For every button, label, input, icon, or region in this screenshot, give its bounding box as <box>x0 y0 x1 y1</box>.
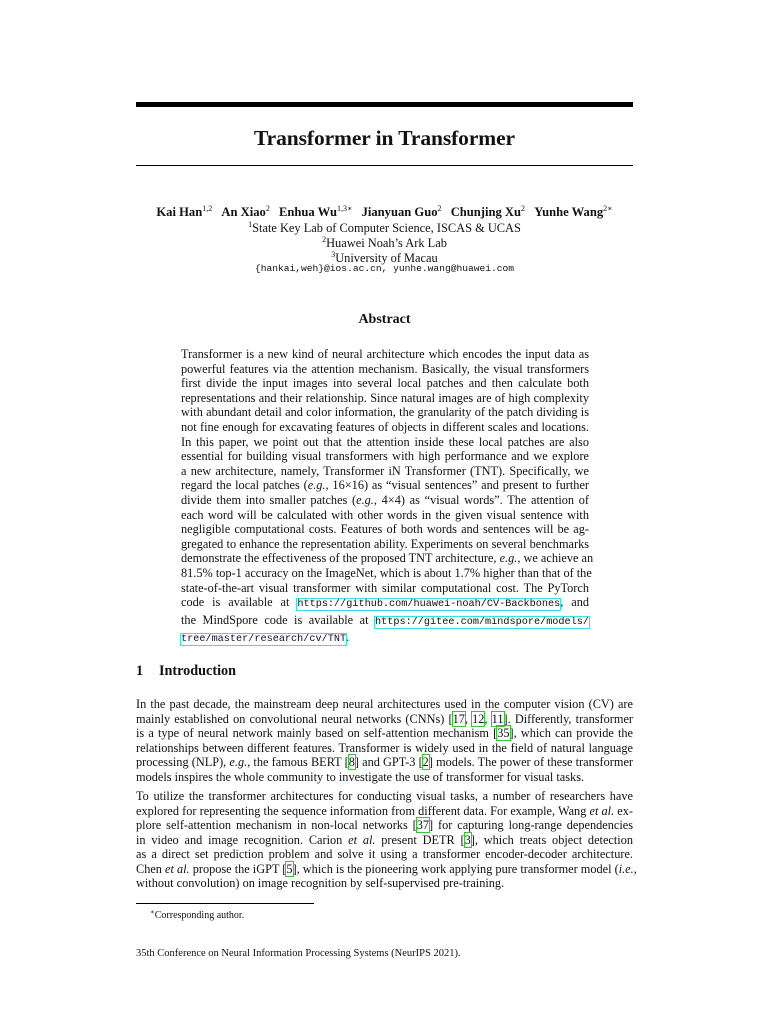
text-line: first divide the input images into several local patches and then calculate both <box>181 376 589 391</box>
author: An Xiao$^2$ <box>221 204 270 219</box>
pytorch-code-link[interactable]: https://github.com/huawei-noah/CV-Backbones <box>297 599 561 611</box>
text-line: models inspires the whole community to investigate the use of transformer for visual tasks. <box>136 769 585 784</box>
text-line: gregated to enhance the representation ability. Experiments on several benchmarks <box>181 536 589 551</box>
footnote: ∗Corresponding author. <box>150 908 245 921</box>
text-line: mainly established on convolutional neural networks (CNNs) [17, 12, 11]. Differently, transformer <box>136 711 634 726</box>
title-top-rule <box>136 102 633 107</box>
paper-title: Transformer in Transformer <box>254 126 515 150</box>
text-line: without convolution) on image recognition by self-supervised pre-training. <box>136 876 505 890</box>
mindspore-code-link[interactable]: https://gitee.com/mindspore/models/ <box>375 616 589 628</box>
text-line: the MindSpore code is available at https://gitee.com/mindspore/models/ <box>181 612 589 628</box>
section-heading-introduction: 1 Introduction <box>136 663 236 679</box>
text-line: demonstrate the effectiveness of the proposed TNT architecture, e.g., we achieve an <box>181 551 594 566</box>
text-line: negligible computational costs. Features of both words and sentences will be ag- <box>181 522 589 537</box>
citation-link[interactable]: 8 <box>348 755 355 769</box>
text-line: is a type of neural network mainly based on self-attention mechanism [35], which can provide the <box>136 726 634 740</box>
text-line: tree/master/research/cv/TNT. <box>181 630 350 646</box>
title-bottom-rule <box>136 165 633 166</box>
citation-link[interactable]: 12 <box>472 711 485 726</box>
citation-link[interactable]: 5 <box>286 861 293 876</box>
author: Kai Han$^{1,2}$ <box>156 204 213 219</box>
author: Chunjing Xu$^2$ <box>450 204 526 219</box>
affiliation: $^2$Huawei Noah’s Ark Lab <box>322 235 447 250</box>
text-line: code is available at https://github.com/huawei-noah/CV-Backbones, and <box>181 595 590 611</box>
conference-note: 35th Conference on Neural Information Processing Systems (NeurIPS 2021). <box>136 948 461 959</box>
text-line: in video and image recognition. Carion et al. present DETR [3], which treats object detection <box>136 832 633 847</box>
text-line: 81.5% top-1 accuracy on the ImageNet, which is about 1.7% higher than that of the <box>181 565 592 580</box>
author: Jianyuan Guo$^2$ <box>361 204 442 219</box>
abstract-body <box>181 347 594 648</box>
author: Enhua $Wu^{1,3∗}$ <box>278 204 353 219</box>
footnote-rule <box>136 903 314 904</box>
citation-link[interactable]: 11 <box>491 711 504 726</box>
text-line: In this paper, we point out that the attention inside these local patches are also <box>181 434 589 449</box>
text-line: representations and their relationship. Since natural images are of high complexity <box>181 390 589 405</box>
text-line: not fine enough for excavating features of objects in different scales and locations. <box>181 419 589 434</box>
text-line: with abundant detail and color information, the granularity of the patch dividing is <box>181 405 589 420</box>
citation-link[interactable]: 2 <box>422 755 429 769</box>
abstract-heading: Abstract <box>358 312 411 327</box>
intro-paragraph-1 <box>136 697 633 784</box>
text-line: processing (NLP), e.g., the famous BERT [8] and GPT-3 [2] models. The power of these transformer <box>136 755 634 769</box>
text-line: a new architecture, namely, Transformer iN Transformer (TNT). Specifically, we <box>181 463 589 478</box>
affiliation: $^1$State Key Lab of Computer Science, ISCAS & UCAS <box>248 220 521 235</box>
citation-link[interactable]: 35 <box>497 726 510 740</box>
text-line: essential for building visual transformers with high performance and we explore <box>181 449 589 464</box>
citation-link[interactable]: 37 <box>416 818 430 832</box>
affiliation: $^3$University of Macau <box>331 250 438 265</box>
text-line: explored for representing the sequence information from different data. For example, Wang et al. ex- <box>136 803 633 818</box>
author-emails: {hankai,weh}@ios.ac.cn, yunhe.wang@huawei.com <box>254 263 515 274</box>
text-line: regard the local patches (e.g., 16×16) as “visual sentences” and present to further <box>181 478 589 493</box>
text-line: as a direct set prediction problem and solve it using a transformer encoder-decoder architecture. <box>136 847 633 861</box>
text-line: In the past decade, the mainstream deep neural architectures used in the computer vision (CV) are <box>136 697 633 711</box>
text-line: divide them into smaller patches (e.g., 4×4) as “visual words”. The attention of <box>181 492 589 507</box>
text-line: plore self-attention mechanism in non-local networks [37] for capturing long-range dependencies <box>136 818 633 832</box>
text-line: powerful features via the attention mechanism. Basically, the visual transformers <box>181 361 589 376</box>
text-line: To utilize the transformer architectures for conducting visual tasks, a number of researchers have <box>136 789 633 803</box>
citation-link[interactable]: 17 <box>452 711 465 726</box>
mindspore-code-link-cont[interactable]: tree/master/research/cv/TNT <box>181 634 347 646</box>
text-line: Chen et al. propose the iGPT [5], which is the pioneering work applying pure transformer model (i.e., <box>136 861 637 876</box>
text-line: each word will be calculated with other words in the given visual sentence with <box>181 507 589 522</box>
intro-paragraph-2 <box>136 789 637 891</box>
text-line: relationships between different features. Transformer is widely used in the field of natural language <box>136 740 633 755</box>
citation-link[interactable]: 3 <box>464 832 471 847</box>
text-line: state-of-the-art visual transformer with similar computational cost. The PyTorch <box>181 580 589 595</box>
author: Yunhe Wang$^{2∗}$ <box>534 204 613 219</box>
text-line: Transformer is a new kind of neural architecture which encodes the input data as <box>181 347 589 361</box>
